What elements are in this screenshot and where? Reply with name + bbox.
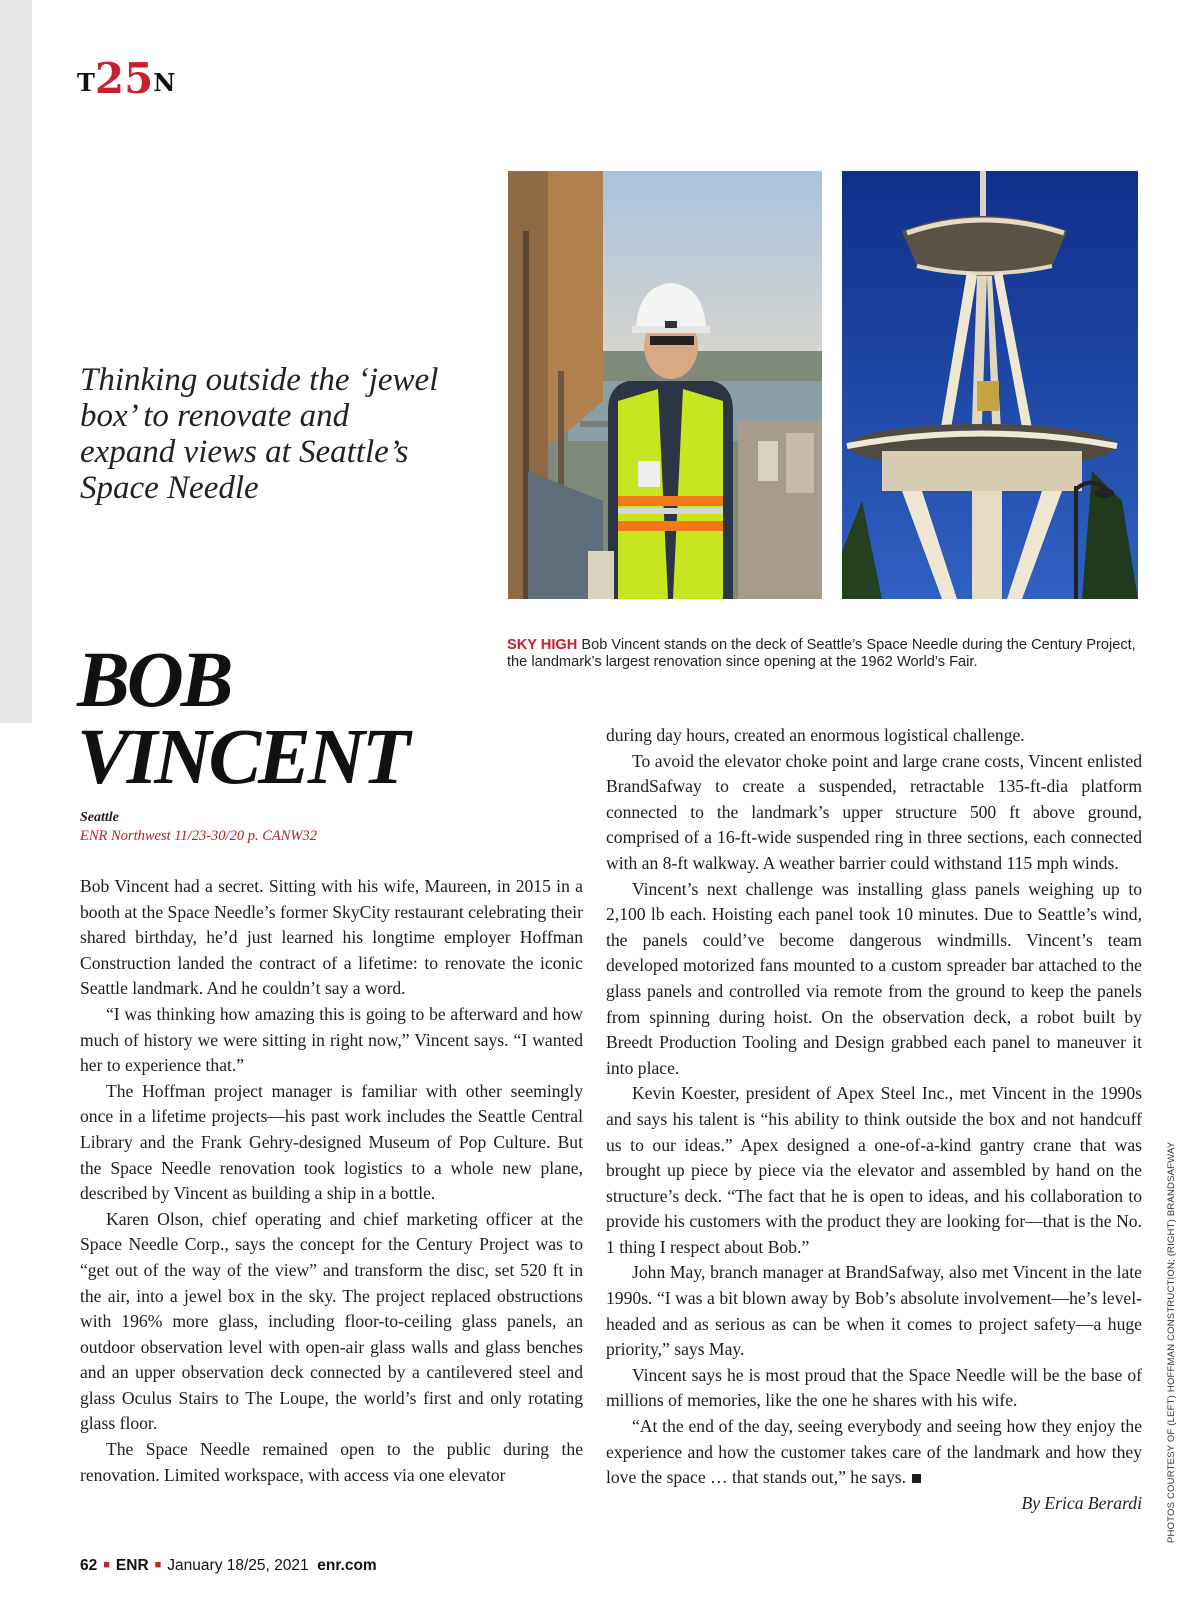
photo-credit: PHOTOS COURTESY OF (LEFT) HOFFMAN CONSTRUCTION; (RIGHT) BRANDSAFWAY	[1166, 1141, 1177, 1543]
final-paragraph-text: “At the end of the day, seeing everybody and seeing how they enjoy the experience and how the customer takes care of the landmark and how they love the space … that stands out,” he says.	[606, 1416, 1142, 1488]
body-paragraph: Vincent’s next challenge was installing glass panels weighing up to 2,100 lb each. Hoisting each panel took 10 minutes. Due to Seattle’s wind, the panels could’ve become dangerous windmills. Vincent’s team developed motorized fans mounted to a custom spreader bar attached to the glass panels and controlled via remote from the ground to keep the panels from spinning during hoist. On the observation deck, a robot built by Breedt Production Tooling and Design grabbed each panel to maneuver it into place.	[606, 878, 1142, 1078]
photo-bob-vincent	[508, 171, 822, 599]
page-number: 62	[80, 1557, 98, 1574]
logo-number: 25	[94, 54, 154, 103]
caption-kicker: SKY HIGH	[507, 637, 578, 653]
photo-space-needle	[842, 171, 1138, 599]
logo-letter-n: N	[153, 68, 176, 97]
article-deck: Thinking outside the ‘jewel box’ to renovate and expand views at Seattle’s Space Needle	[80, 362, 439, 506]
headline-line-2: VINCENT	[77, 714, 408, 801]
article-column-left	[80, 874, 583, 1488]
dateline: Seattle	[80, 810, 119, 825]
footer-separator-icon: ■	[154, 1559, 162, 1571]
byline: By Erica Berardi	[1021, 1492, 1142, 1513]
body-paragraph: To avoid the elevator choke point and large crane costs, Vincent enlisted BrandSafway to create a suspended, retractable 135-ft-dia platform connected to the landmark’s upper structure 500 ft above ground, comprised of a 16-ft-wide suspended ring in three sections, each connected with an 8-ft walkway. A weather barrier could withstand 115 mph winds.	[606, 750, 1142, 873]
body-paragraph: Vincent says he is most proud that the Space Needle will be the base of millions of memories, like the one he shares with his wife.	[606, 1364, 1142, 1411]
photo-caption	[507, 637, 1147, 671]
side-tab-bar	[0, 0, 32, 723]
headline	[77, 637, 408, 801]
logo-letter-t: T	[77, 68, 95, 97]
body-paragraph: John May, branch manager at BrandSafway, also met Vincent in the late 1990s. “I was a bit blown away by Bob’s absolute involvement—he’s level-headed and as serious as can be when it comes to project safety—a huge priority,” says May.	[606, 1262, 1142, 1360]
article-column-right	[606, 723, 1142, 1516]
footer-separator-icon: ■	[103, 1559, 110, 1571]
footer-site[interactable]: enr.com	[317, 1557, 377, 1574]
issue-date: January 18/25, 2021	[167, 1557, 309, 1574]
body-paragraph: The Hoffman project manager is familiar with other seemingly once in a lifetime projects—his past work includes the Seattle Central Library and the Frank Gehry-designed Museum of Pop Culture. But the Space Needle renovation took logistics to a whole new plane, described by Vincent as building a ship in a bottle.	[80, 1080, 583, 1204]
body-paragraph-final	[606, 1414, 1142, 1491]
source-reference: ENR Northwest 11/23-30/20 p. CANW32	[80, 828, 317, 844]
footer-brand: ENR	[115, 1557, 149, 1574]
headline-line-1: BOB	[77, 637, 231, 724]
caption-text: Bob Vincent stands on the deck of Seattle’s Space Needle during the Century Project, the landmark’s largest renovation since opening at the 1962 World’s Fair.	[507, 637, 1136, 670]
body-paragraph: Karen Olson, chief operating and chief marketing officer at the Space Needle Corp., says the concept for the Century Project was to “get out of the way of the view” and transform the disc, set 520 ft in the air, into a jewel box in the sky. The project replaced obstructions with 196% more glass, including floor-to-ceiling glass panels, an outdoor observation level with open-air glass walls and glass benches and an upper observation deck connected by a cantilevered steel and glass Oculus Stairs to The Loupe, the world’s first and only rotating glass floor.	[80, 1208, 583, 1434]
end-mark-icon	[912, 1474, 921, 1483]
body-paragraph: during day hours, created an enormous logistical challenge.	[606, 725, 1025, 745]
body-paragraph: Kevin Koester, president of Apex Steel Inc., met Vincent in the 1990s and says his talent is “his ability to think outside the box and not handcuff us to our ideas.” Apex designed a one-of-a-kind gantry crane that was brought up piece by piece via the elevator and assembled by hand on the structure’s deck. “The fact that he is open to ideas, and his collaboration to provide his customers with the product they are looking for—that is the No. 1 thing I respect about Bob.”	[606, 1083, 1142, 1257]
section-logo	[77, 52, 175, 101]
body-paragraph: “I was thinking how amazing this is going to be afterward and how much of history we were sitting in right now,” Vincent says. “I wanted her to experience that.”	[80, 1003, 583, 1076]
body-paragraph: Bob Vincent had a secret. Sitting with his wife, Maureen, in 2015 in a booth at the Space Needle’s former SkyCity restaurant celebrating their shared birthday, he’d just learned his longtime employer Hoffman Construction landed the contract of a lifetime: to renovate the iconic Seattle landmark. And he couldn’t say a word.	[80, 876, 583, 999]
body-paragraph: The Space Needle remained open to the public during the renovation. Limited workspace, with access via one elevator	[80, 1439, 583, 1485]
page-footer	[80, 1557, 377, 1575]
